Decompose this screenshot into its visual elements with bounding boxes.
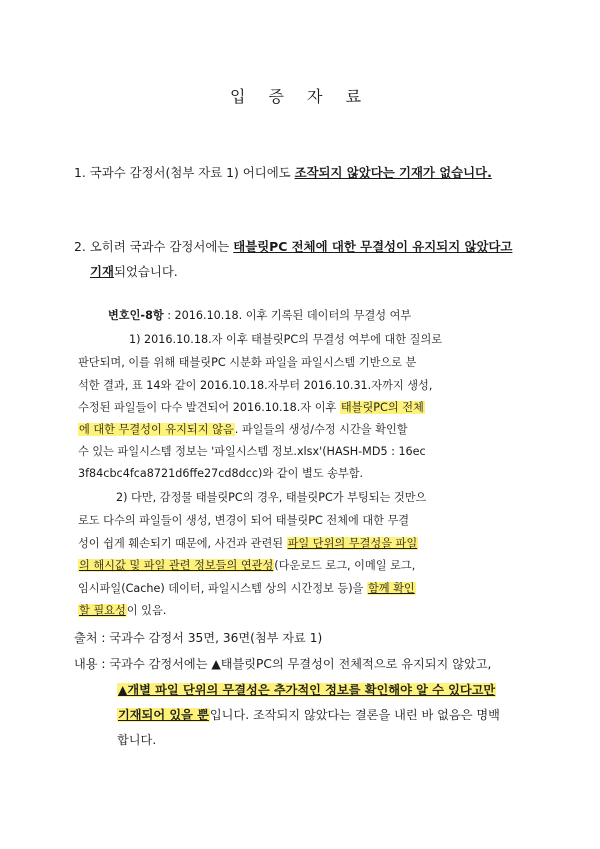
quote-highlight: 파일 단위의 무결성을 파일 [287, 537, 418, 550]
quote-line: 판단되며, 이를 위해 태블릿PC 시분화 파일을 파일시스템 기반으로 분 [78, 356, 417, 369]
quote-line: 석한 결과, 표 14와 같이 2016.10.18.자부터 2016.10.31.자까지 생성, [78, 379, 433, 392]
quote-highlight: 의 해시값 및 파일 관련 정보들의 연관성 [79, 559, 274, 572]
quote-line: 할 필요성이 있음. [79, 604, 167, 617]
page-title: 입 증 자 료 [229, 87, 371, 106]
quote-line: 성이 쉽게 훼손되기 때문에, 사건과 관련된 파일 단위의 무결성을 파일 [78, 537, 418, 550]
quote-highlight: 에 대한 무결성이 유지되지 않음 [79, 423, 234, 436]
paragraph-2-emphasis: 태블릿PC 전체에 대한 무결성이 유지되지 않았다고 [233, 239, 513, 254]
content-highlight: 기재되어 있을 뿐 [118, 708, 209, 722]
paragraph-1 [74, 163, 492, 181]
source-line [74, 629, 322, 646]
content-label: 내용 : [74, 657, 106, 671]
quote-line: 임시파일(Cache) 데이터, 파일시스템 상의 시간정보 등)을 함께 확인 [78, 582, 415, 595]
content-highlight: ▲개별 파일 단위의 무결성은 추가적인 정보를 확인해야 알 수 있다고만 [118, 683, 496, 697]
quote-highlight: 할 필요성 [79, 604, 126, 617]
quote-line: 에 대한 무결성이 유지되지 않음. 파일들의 생성/수정 시간을 확인할 [79, 423, 408, 436]
quote-line: 의 해시값 및 파일 관련 정보들의 연관성(다운로드 로그, 이메일 로그, [79, 559, 416, 572]
quote-line: 3f84cbc4fca8721d6ffe27cd8dcc)와 같이 별도 송부함. [78, 467, 364, 480]
paragraph-2-line-1 [74, 237, 512, 255]
source-label: 출처 : [74, 631, 106, 645]
paragraph-2-text-end: 되었습니다. [113, 264, 178, 279]
quote-line: 2) 다만, 감정물 태블릿PC의 경우, 태블릿PC가 부팅되는 것만으 [116, 491, 427, 504]
paragraph-2-line-2 [90, 262, 178, 280]
paragraph-1-number: 1. [74, 165, 86, 180]
quote-highlight: 태블릿PC의 전체 [340, 401, 424, 414]
quote-header [108, 307, 411, 323]
source-text: 국과수 감정서 35면, 36면(첨부 자료 1) [105, 631, 323, 645]
content-line-1 [74, 655, 491, 672]
content-line-2 [117, 681, 496, 698]
paragraph-2-number: 2. [74, 239, 86, 254]
paragraph-2-text: 오히려 국과수 감정서에는 [85, 239, 234, 254]
paragraph-1-emphasis: 조작되지 않았다는 기재가 없습니다. [294, 165, 492, 180]
content-line-4: 합니다. [117, 733, 157, 747]
paragraph-2-emphasis-cont: 기재 [90, 264, 114, 279]
quote-header-text: : 2016.10.18. 이후 기록된 데이터의 무결성 여부 [163, 309, 412, 322]
quote-line: 1) 2016.10.18.자 이후 태블릿PC의 무결성 여부에 대한 질의로 [129, 333, 443, 346]
paragraph-1-text: 국과수 감정서(첨부 자료 1) 어디에도 [85, 165, 295, 180]
quote-line: 로도 다수의 파일들이 생성, 변경이 되어 태블릿PC 전체에 대한 무결 [78, 514, 410, 527]
quote-line: 수 있는 파일시스템 정보는 '파일시스템 정보.xlsx'(HASH-MD5 : 16ec [78, 445, 426, 458]
content-line-3 [117, 706, 500, 723]
content-text: 입니다. 조작되지 않았다는 결론을 내린 바 없음은 명백 [209, 708, 500, 722]
quote-line: 수정된 파일들이 다수 발견되어 2016.10.18.자 이후 태블릿PC의 전체 [78, 401, 424, 414]
quote-highlight: 함께 확인 [367, 582, 415, 595]
quote-header-label: 변호인-8항 [108, 309, 164, 322]
content-text: 국과수 감정서에는 ▲태블릿PC의 무결성이 전체적으로 유지되지 않았고, [105, 657, 492, 671]
